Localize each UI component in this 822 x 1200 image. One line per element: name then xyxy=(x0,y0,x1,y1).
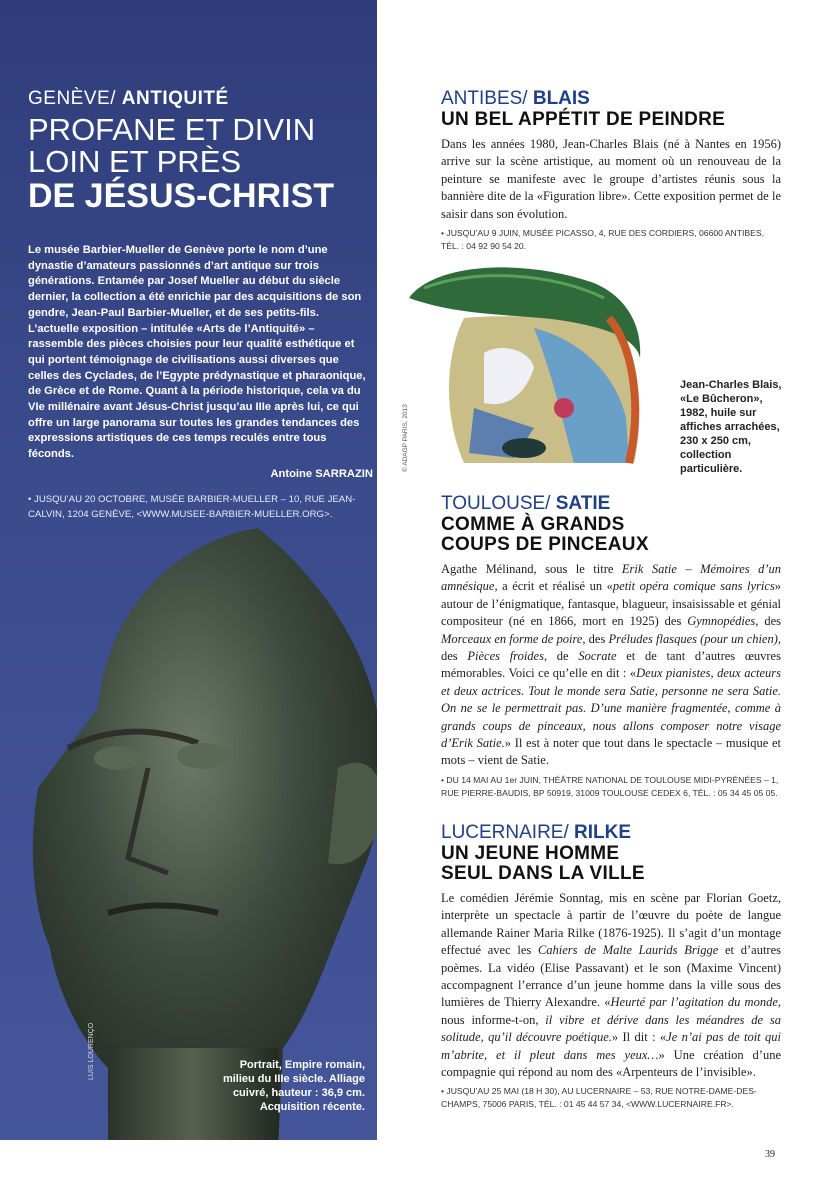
antibes-kicker xyxy=(441,88,781,110)
blais-photo-credit: © ADAGP PARIS, 2013 xyxy=(402,404,409,472)
page-number: 39 xyxy=(765,1149,775,1160)
italic-run: Deux pianistes, deux acteurs et deux actrices. Tout le monde sera Satie, personne ne sera Satie. On ne se le permettrait pas. D’une manière fragmentée, comme à grands coups de pinceaux, nous allons composer notre visage d’Erik Satie. xyxy=(441,666,781,751)
text-run: » Il dit : « xyxy=(611,1030,667,1045)
antibes-info: • JUSQU’AU 9 JUIN, MUSÉE PICASSO, 4, RUE DES CORDIERS, 06600 ANTIBES, TÉL. : 04 92 90 54 20. xyxy=(441,228,764,252)
italic-run: Gymnopédies xyxy=(687,614,756,629)
kicker-city: LUCERNAIRE/ xyxy=(441,822,569,843)
antibes-body: Dans les années 1980, Jean-Charles Blais (né à Nantes en 1956) arrive sur la scène artistique, au moment où un renouveau de la peinture se manifeste avec le groupe d’artistes réunis sous la bannière dite de la «Figuration libre». Cette exposition permet de le saisir dans son évolution. xyxy=(441,137,781,221)
toulouse-title-1: COMME À GRANDS xyxy=(441,514,625,535)
text-run: , a écrit et réalisé un « xyxy=(494,579,613,594)
toulouse-title-2: COUPS DE PINCEAUX xyxy=(441,534,649,555)
antibes-section xyxy=(441,88,781,253)
text-run: , de xyxy=(543,649,579,664)
text-run: et de tant d’autres œuvres mémorables. Voici ce qu’elle en dit : « xyxy=(441,649,781,681)
geneve-body: Le musée Barbier-Mueller de Genève porte le nom d’une dynastie d’amateurs passionnés d’art antique sur trois générations. Entamée par Josef Mueller au début du siècle dernier, la collection a été enrichie par des acquisitions de son gendre, Jean-Paul Barbier-Mueller, et de ses petits-fils. L’actuelle exposition – intitulée «Arts de l’Antiquité» – rassemble des pièces choisies pour leur qualité esthétique et qui portent témoignage de civilisations aussi diverses que celles des Cyclades, de l’Egypte prédynastique et pharaonique, de Grèce et de Rome. Quant à la période historique, cela va du VIe millénaire avant Jésus-Christ jusqu’au IIIe après lui, ce qui offre un large panorama sur toutes les grandes tendances des expressions artistiques de ces temps reculés entre tous féconds. xyxy=(28,244,366,461)
kicker-topic: BLAIS xyxy=(532,88,590,109)
italic-run: Morceaux en forme de poire xyxy=(441,631,583,646)
geneve-author: Antoine SARRAZIN xyxy=(270,467,373,480)
text-run: , des xyxy=(755,614,781,629)
geneve-photo-credit: LUIS LOURENÇO xyxy=(88,1022,95,1080)
geneve-kicker xyxy=(28,88,373,110)
text-run: , des xyxy=(441,631,781,664)
italic-run: il vibre et dérive dans les méandres de sa solitude, qu’il découvre poétique. xyxy=(441,1012,781,1045)
lucernaire-body xyxy=(441,890,781,1081)
italic-run: Je n’ai pas de toit qui m’abrite, et il pleut dans mes yeux… xyxy=(441,1030,781,1062)
italic-run: Heurté par l’agitation du monde, xyxy=(610,995,781,1010)
bronze-head-photo xyxy=(28,528,377,1140)
lucernaire-title-1: UN JEUNE HOMME xyxy=(441,843,620,864)
geneve-title-2: LOIN ET PRÈS xyxy=(28,144,242,179)
toulouse-section xyxy=(441,493,781,800)
lucernaire-kicker xyxy=(441,822,781,844)
antibes-title: UN BEL APPÉTIT DE PEINDRE xyxy=(441,109,726,130)
toulouse-kicker xyxy=(441,493,781,515)
geneve-article xyxy=(28,243,373,483)
kicker-topic: SATIE xyxy=(555,493,611,514)
text-run: » Il est à noter que tout dans le spectacle – musique et mots – vient de Satie. xyxy=(441,736,781,768)
lucernaire-info: • JUSQU’AU 25 MAI (18 H 30), AU LUCERNAIRE – 53, RUE NOTRE-DAME-DES-CHAMPS, 75006 PARIS, TÉL. : 01 45 44 57 34, <WWW.LUCERNAIRE.FR>. xyxy=(441,1086,757,1110)
lucernaire-title-2: SEUL DANS LA VILLE xyxy=(441,863,645,884)
text-run: Agathe Mélinand, sous le titre xyxy=(441,562,622,576)
text-run: nous informe-t-on, xyxy=(441,1012,546,1027)
kicker-city: TOULOUSE/ xyxy=(441,493,551,514)
italic-run: Erik Satie – Mémoires d’un amnésique xyxy=(441,562,781,594)
italic-run: Cahiers de Malte Laurids Brigge xyxy=(537,943,719,958)
blais-caption: Jean-Charles Blais, «Le Bûcheron», 1982, huile sur affiches arrachées, 230 x 250 cm, collection particulière. xyxy=(680,379,782,475)
text-run: et d’autres poèmes. La vidéo (Elise Passavant) et le son (Maxime Vincent) accompagnent l’errance d’un jeune homme dans la ville sous des lumières de Thierry Alexandre. « xyxy=(441,943,782,1010)
geneve-title-1: PROFANE ET DIVIN xyxy=(28,112,316,147)
italic-run: Pièces froides xyxy=(467,649,544,664)
italic-run: petit opéra comique sans lyrics xyxy=(612,579,775,594)
kicker-topic: RILKE xyxy=(574,822,632,843)
text-run: » Une création d’une compagnie qui répond au nom des «Arpenteurs de l’invisible». xyxy=(441,1047,781,1080)
italic-run: Préludes flasques (pour un chien) xyxy=(608,631,778,646)
italic-run: Socrate xyxy=(578,649,617,664)
lucernaire-section xyxy=(441,822,781,1111)
geneve-info: • JUSQU’AU 20 OCTOBRE, MUSÉE BARBIER-MUELLER – 10, RUE JEAN-CALVIN, 1204 GENÈVE, <WWW.MUSEE-BARBIER-MUELLER.ORG>. xyxy=(28,494,356,520)
geneve-header xyxy=(28,88,373,214)
kicker-city: ANTIBES/ xyxy=(441,88,528,109)
geneve-title-3: DE JÉSUS-CHRIST xyxy=(28,177,335,215)
kicker-topic: ANTIQUITÉ xyxy=(121,88,229,109)
blais-painting xyxy=(404,258,644,470)
text-run: Le comédien Jérémie Sonntag, mis en scène par Florian Goetz, interprète un spectacle à partir de l’œuvre du poète de langue allemande Rainer Maria Rilke (1876-1925). Il s’agit d’un montage effectué avec les xyxy=(441,891,781,958)
toulouse-body xyxy=(441,561,781,770)
text-run: » autour de l’énigmatique, fantasque, blagueur, insaisissable et génial compositeur (né en 1866, mort en 1925) des xyxy=(441,579,781,629)
geneve-caption: Portrait, Empire romain, milieu du IIIe siècle. Alliage cuivré, hauteur : 36,9 cm. Acquisition récente. xyxy=(222,1059,365,1113)
toulouse-info: • DU 14 MAI AU 1er JUIN, THÉÂTRE NATIONAL DE TOULOUSE MIDI-PYRÉNÉES – 1, RUE PIERRE-BAUDIS, BP 50919, 31009 TOULOUSE CEDEX 6, TÉL. : 05 34 45 05 05. xyxy=(441,774,779,798)
geneve-panel xyxy=(0,0,377,1140)
kicker-city: GENÈVE/ xyxy=(28,88,116,109)
text-run: , des xyxy=(582,631,609,646)
